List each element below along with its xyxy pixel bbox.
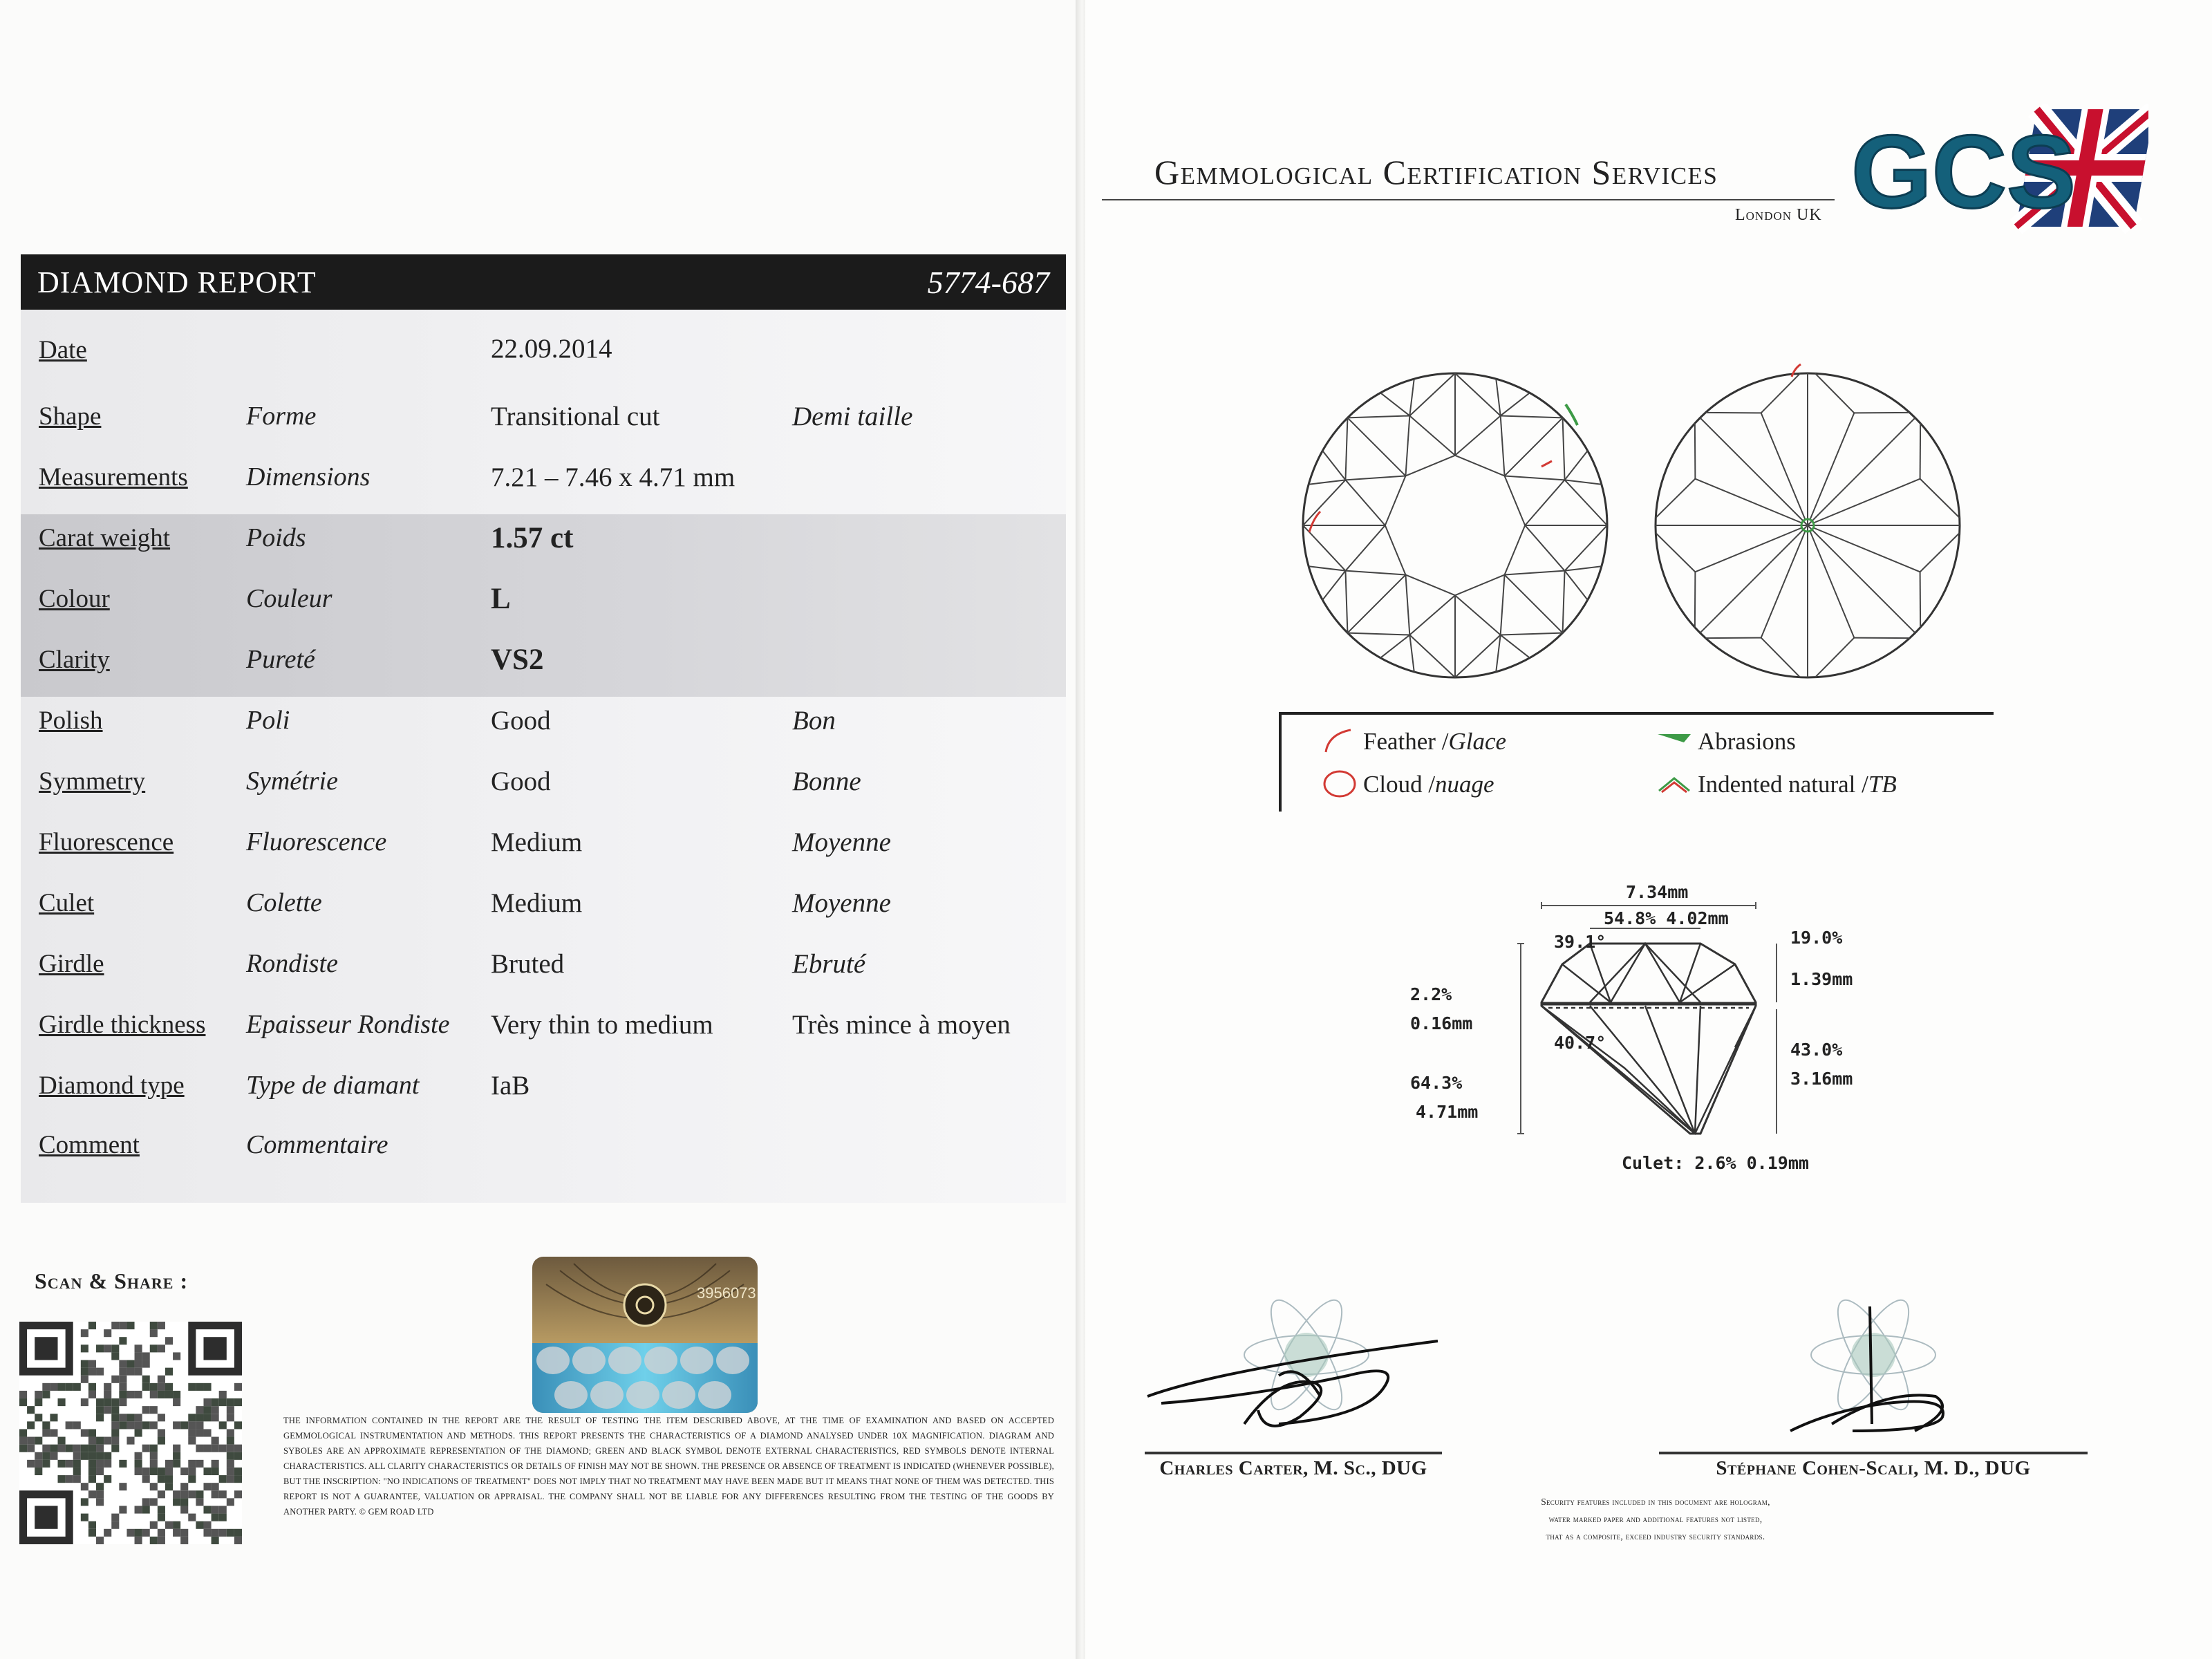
logo-letters: GCS <box>1851 113 2077 229</box>
label-fr: Colette <box>246 888 322 917</box>
label-en: Measurements <box>39 462 188 491</box>
report-title: DIAMOND REPORT <box>37 265 317 299</box>
gcs-flag-logo-icon <box>1851 104 2148 235</box>
label-fr: Poids <box>246 523 306 552</box>
label-en: Girdle <box>39 949 104 978</box>
report-table <box>21 310 1066 1203</box>
brand-location: London UK <box>1735 206 1822 224</box>
signer-name-cohen-scali: Stéphane Cohen-Scali, M. D., DUG <box>1716 1457 2031 1479</box>
value-fr: Moyenne <box>792 827 891 857</box>
label-en: Clarity <box>39 645 110 674</box>
signer-name-carter: Charles Carter, M. Sc., DUG <box>1159 1457 1427 1479</box>
pavilion-depth-pct-label: 43.0% <box>1790 1040 1843 1060</box>
signature-carter-icon <box>1141 1293 1465 1445</box>
legend-feather <box>1320 724 1506 759</box>
label-fr: Dimensions <box>246 462 371 491</box>
proportion-profile-diagram <box>1313 868 2005 1185</box>
legend-abrasions <box>1655 724 1796 759</box>
inclusion-legend <box>1279 712 1994 812</box>
legend-label-fr: Glace <box>1448 728 1507 755</box>
left-page <box>0 0 1078 1659</box>
legend-label: Abrasions <box>1698 728 1796 755</box>
value: 7.21 – 7.46 x 4.71 mm <box>491 462 735 492</box>
brand-name: Gemmological Certification Services <box>1154 153 1718 191</box>
brand-rule <box>1102 199 1835 200</box>
row-colour <box>21 568 1066 629</box>
label-fr: Rondiste <box>246 949 338 978</box>
girdle-mm-label: 0.16mm <box>1410 1013 1473 1033</box>
value-fr: Bonne <box>792 766 861 796</box>
row-diamond-type <box>21 1055 1066 1116</box>
value: Medium <box>491 888 583 918</box>
value: VS2 <box>491 643 544 676</box>
row-date <box>21 319 1066 380</box>
row-symmetry <box>21 751 1066 812</box>
row-fluorescence <box>21 812 1066 872</box>
legend-label: Feather / <box>1363 728 1449 755</box>
value-fr: Moyenne <box>792 888 891 918</box>
label-en: Carat weight <box>39 523 171 552</box>
label-fr: Poli <box>246 706 290 735</box>
signature-rule <box>1659 1452 2088 1454</box>
row-measurements <box>21 447 1066 507</box>
pavilion-depth-mm-label: 3.16mm <box>1790 1069 1853 1089</box>
indented-natural-symbol-icon <box>1655 767 1694 802</box>
label-fr: Symétrie <box>246 767 338 796</box>
qr-code-icon[interactable] <box>19 1322 242 1544</box>
security-line: that as a composite, exceed industry security standards. <box>1546 1531 1765 1541</box>
signature-rule <box>1145 1452 1442 1454</box>
abrasion-symbol-icon <box>1655 724 1694 759</box>
total-depth-pct-label: 64.3% <box>1410 1073 1463 1093</box>
label-en: Symmetry <box>39 767 146 796</box>
legend-indented-natural <box>1655 767 1897 802</box>
value: Bruted <box>491 948 565 979</box>
table-label: 54.8% 4.02mm <box>1604 908 1729 928</box>
label-en: Fluorescence <box>39 827 174 856</box>
label-fr: Epaisseur Rondiste <box>246 1010 450 1039</box>
cloud-symbol-icon <box>1320 767 1359 802</box>
row-carat-weight <box>21 507 1066 568</box>
legend-cloud <box>1320 767 1494 802</box>
label-fr: Pureté <box>246 645 315 674</box>
hologram-seal-icon <box>532 1257 758 1413</box>
crown-angle-label: 39.1° <box>1554 932 1606 952</box>
pavilion-plot-diagram <box>1645 363 1970 688</box>
security-note <box>1403 1493 1908 1545</box>
crown-height-pct-label: 19.0% <box>1790 928 1843 948</box>
total-depth-mm-label: 4.71mm <box>1416 1102 1479 1122</box>
label-en: Girdle thickness <box>39 1010 206 1039</box>
row-girdle <box>21 933 1066 994</box>
label-en: Culet <box>39 888 95 917</box>
value: Medium <box>491 827 583 857</box>
pavilion-angle-label: 40.7° <box>1554 1033 1606 1053</box>
row-shape <box>21 386 1066 447</box>
label-en: Shape <box>39 402 102 431</box>
report-number: 5774-687 <box>927 264 1049 300</box>
value: Transitional cut <box>491 401 660 431</box>
row-polish <box>21 690 1066 751</box>
security-line: Security features included in this document are hologram, <box>1541 1497 1770 1507</box>
legend-label-fr: TB <box>1868 771 1897 798</box>
label-fr: Fluorescence <box>246 827 387 856</box>
security-line: water marked paper and additional features not listed, <box>1548 1514 1763 1524</box>
crown-plot-diagram <box>1293 363 1618 688</box>
value: 22.09.2014 <box>491 334 612 364</box>
label-fr: Forme <box>246 402 317 431</box>
value-fr: Demi taille <box>792 401 913 431</box>
feather-symbol-icon <box>1320 724 1359 759</box>
value-fr: Ebruté <box>792 948 866 979</box>
value: Good <box>491 766 551 796</box>
label-en: Diamond type <box>39 1071 185 1100</box>
label-en: Date <box>39 335 87 364</box>
value: Good <box>491 705 551 735</box>
disclaimer-text: THE INFORMATION CONTAINED IN THE REPORT ARE THE RESULT OF TESTING THE ITEM DESCRIBED ABOVE, AT THE TIME OF EXAMINATION AND BASED ON ACCEPTED GEMMOLOGICAL INSTRUMENTATION AND METHODS. THIS REPORT PRESENTS THE CHARACTERISTICS OF A DIAMOND ANALYSED UNDER 10X MAGNIFICATION. DIAGRAM AND SYBOLES ARE AN APPROXIMATE REPRESENTATION OF THE DIAMOND; GREEN AND BLACK SYMBOL DENOTE EXTERNAL CHARACTERISTICS, RED SYMBOLS DENOTE INTERNAL CHARACTERISTICS. ALL CLARITY CHARACTERISTICS OR DETAILS OF FINISH MAY NOT BE SHOWN. THE PRESENCE OR ABSENCE OF TREATMENT IS INDICATED (WHENEVER POSSIBLE), BUT THE INSCRIPTION: "NO INDICATIONS OF TREATMENT" DOES NOT IMPLY THAT NO TREATMENT MAY HAVE BEEN MADE BUT IT MEANS THAT NONE OF THEM WAS DETECTED. THIS REPORT IS NOT A GUARANTEE, VALUATION OR APPRAISAL. THE COMPANY SHALL NOT BE LIABLE FOR ANY DIFFERENCES RESULTING FROM THE TESTING OF THE GOODS BY ANOTHER PARTY. © GEM ROAD LTD <box>283 1416 1054 1517</box>
value: IaB <box>491 1070 530 1100</box>
scan-share-label: Scan & Share : <box>35 1268 189 1293</box>
value-fr: Bon <box>792 705 836 735</box>
value: 1.57 ct <box>491 521 574 554</box>
legend-label-fr: nuage <box>1435 771 1494 798</box>
row-comment <box>21 1114 1066 1175</box>
girdle-pct-label: 2.2% <box>1410 984 1452 1004</box>
signature-cohen-scali-icon <box>1749 1293 2067 1445</box>
diameter-label: 7.34mm <box>1626 882 1689 902</box>
hologram-serial: 3956073 <box>697 1284 756 1302</box>
label-fr: Couleur <box>246 584 332 613</box>
label-en: Colour <box>39 584 110 613</box>
value-fr: Très mince à moyen <box>792 1009 1011 1040</box>
crown-height-mm-label: 1.39mm <box>1790 969 1853 989</box>
row-clarity <box>21 629 1066 690</box>
label-en: Comment <box>39 1130 140 1159</box>
culet-label: Culet: 2.6% 0.19mm <box>1622 1153 1809 1173</box>
row-culet <box>21 872 1066 933</box>
report-header <box>21 254 1066 310</box>
label-fr: Type de diamant <box>246 1071 420 1100</box>
right-page <box>1085 0 2212 1659</box>
legend-label: Cloud / <box>1363 771 1436 798</box>
value: Very thin to medium <box>491 1009 713 1040</box>
row-girdle-thickness <box>21 994 1066 1055</box>
label-fr: Commentaire <box>246 1130 388 1159</box>
value: L <box>491 582 511 615</box>
legend-label: Indented natural / <box>1698 771 1868 798</box>
label-en: Polish <box>39 706 103 735</box>
